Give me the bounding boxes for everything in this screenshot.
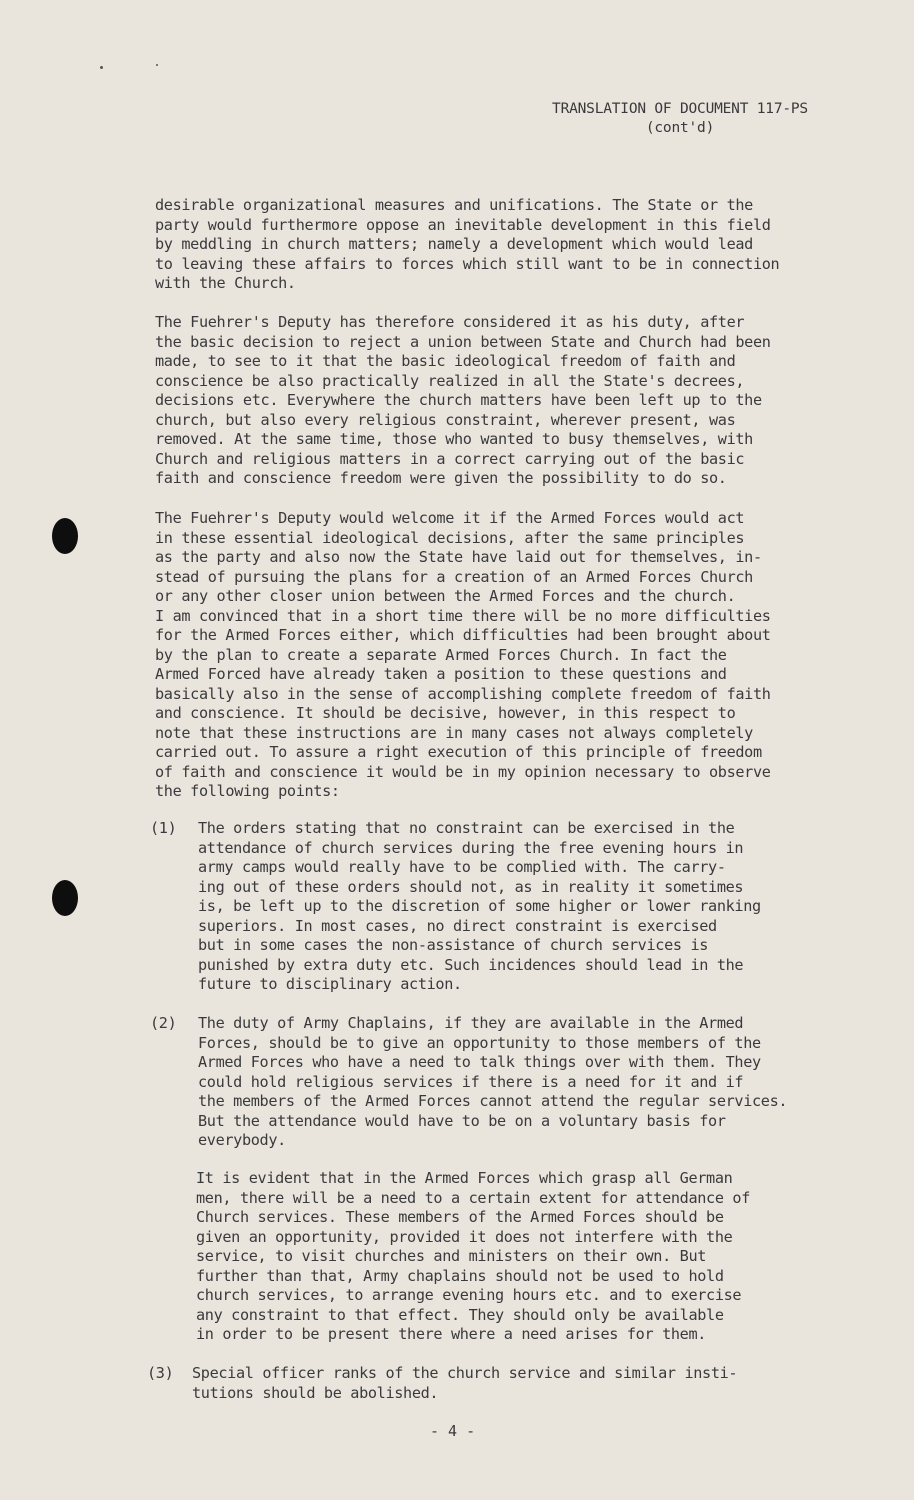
text-line: removed. At the same time, those who wanted to busy themselves, with xyxy=(155,430,753,448)
text-line: It is evident that in the Armed Forces which grasp all German xyxy=(196,1169,733,1187)
text-line: for the Armed Forces either, which difficulties had been brought about xyxy=(155,626,771,644)
item-number: (1) xyxy=(150,819,177,837)
text-line: The Fuehrer's Deputy has therefore considered it as his duty, after xyxy=(155,313,745,331)
item-body xyxy=(198,1014,787,1151)
text-line: everybody. xyxy=(198,1131,286,1149)
text-line: Armed Forces who have a need to talk things over with them. They xyxy=(198,1053,761,1071)
text-line: Church and religious matters in a correct carrying out of the basic xyxy=(155,449,745,468)
text-line: to leaving these affairs to forces which still want to be in connection xyxy=(155,254,780,273)
text-line: punished by extra duty etc. Such incidences should lead in the xyxy=(198,955,744,974)
text-line: But the attendance would have to be on a voluntary basis for xyxy=(198,1111,726,1130)
paragraph xyxy=(155,509,845,802)
paper-speck xyxy=(100,66,103,69)
text-line: Church services. These members of the Armed Forces should be xyxy=(196,1208,724,1226)
text-line: could hold religious services if there is a need for it and if xyxy=(198,1072,744,1091)
text-line: party would furthermore oppose an inevitable development in this field xyxy=(155,215,771,234)
text-line: Special officer ranks of the church service and similar insti- xyxy=(192,1364,738,1382)
text-line: or any other closer union between the Armed Forces and the church. xyxy=(155,587,736,605)
paragraph xyxy=(155,313,845,489)
text-line: church services, to arrange evening hours etc. and to exercise xyxy=(196,1286,742,1304)
text-line: service, to visit churches and ministers on their own. But xyxy=(196,1247,707,1265)
item-body xyxy=(198,819,761,995)
text-line: of faith and conscience it would be in my opinion necessary to observe xyxy=(155,762,771,781)
text-line: any constraint to that effect. They should only be available xyxy=(196,1305,724,1324)
text-line: further than that, Army chaplains should not be used to hold xyxy=(196,1266,724,1285)
text-line: Forces, should be to give an opportunity to those members of the xyxy=(198,1033,761,1052)
binder-hole xyxy=(52,880,78,916)
text-line: conscience be also practically realized in all the State's decrees, xyxy=(155,371,745,390)
text-line: by meddling in church matters; namely a development which would lead xyxy=(155,235,753,253)
text-line: the members of the Armed Forces cannot attend the regular services. xyxy=(198,1092,788,1110)
text-line: and conscience. It should be decisive, however, in this respect to xyxy=(155,704,736,722)
text-line: is, be left up to the discretion of some higher or lower ranking xyxy=(198,897,761,915)
text-line: the following points: xyxy=(155,782,340,800)
text-line: The orders stating that no constraint can be exercised in the xyxy=(198,819,735,837)
text-line: faith and conscience freedom were given the possibility to do so. xyxy=(155,469,727,487)
paragraph xyxy=(155,196,845,294)
text-line: in these essential ideological decisions, after the same principles xyxy=(155,528,745,547)
item-number: (3) xyxy=(147,1364,174,1382)
text-line: army camps would really have to be complied with. The carry- xyxy=(198,858,726,876)
page-number: - 4 - xyxy=(430,1422,476,1440)
text-line: made, to see to it that the basic ideological freedom of faith and xyxy=(155,352,736,370)
document-subtitle: (cont'd) xyxy=(645,120,715,136)
text-line: with the Church. xyxy=(155,274,296,292)
text-line: as the party and also now the State have laid out for themselves, in- xyxy=(155,548,762,566)
text-line: stead of pursuing the plans for a creation of an Armed Forces Church xyxy=(155,567,753,586)
text-line: attendance of church services during the free evening hours in xyxy=(198,838,744,857)
document-header xyxy=(500,100,860,138)
text-line: The Fuehrer's Deputy would welcome it if the Armed Forces would act xyxy=(155,509,745,527)
paper-speck xyxy=(156,64,158,66)
document-title: TRANSLATION OF DOCUMENT 117-PS xyxy=(552,101,808,117)
text-line: men, there will be a need to a certain extent for attendance of xyxy=(196,1188,751,1207)
text-line: note that these instructions are in many cases not always completely xyxy=(155,723,753,742)
text-line: ing out of these orders should not, as in reality it sometimes xyxy=(198,877,744,896)
text-line: the basic decision to reject a union between State and Church had been xyxy=(155,332,771,351)
text-line: carried out. To assure a right execution of this principle of freedom xyxy=(155,743,762,761)
text-line: future to disciplinary action. xyxy=(198,975,462,993)
text-line: Armed Forced have already taken a position to these questions and xyxy=(155,665,727,683)
text-line: by the plan to create a separate Armed Forces Church. In fact the xyxy=(155,645,727,664)
text-line: in order to be present there where a need arises for them. xyxy=(196,1325,707,1343)
text-line: The duty of Army Chaplains, if they are available in the Armed xyxy=(198,1014,744,1032)
text-line: given an opportunity, provided it does not interfere with the xyxy=(196,1227,733,1246)
text-line: decisions etc. Everywhere the church matters have been left up to the xyxy=(155,391,762,409)
text-line: but in some cases the non-assistance of church services is xyxy=(198,936,709,954)
item-continuation xyxy=(196,1169,886,1345)
binder-hole xyxy=(52,518,78,554)
text-line: I am convinced that in a short time there will be no more difficulties xyxy=(155,606,771,625)
item-body xyxy=(192,1364,737,1403)
text-line: church, but also every religious constraint, wherever present, was xyxy=(155,410,736,429)
text-line: basically also in the sense of accomplishing complete freedom of faith xyxy=(155,684,771,703)
text-line: superiors. In most cases, no direct constraint is exercised xyxy=(198,916,717,935)
item-number: (2) xyxy=(150,1014,177,1032)
text-line: desirable organizational measures and unifications. The State or the xyxy=(155,196,753,214)
text-line: tutions should be abolished. xyxy=(192,1383,439,1402)
